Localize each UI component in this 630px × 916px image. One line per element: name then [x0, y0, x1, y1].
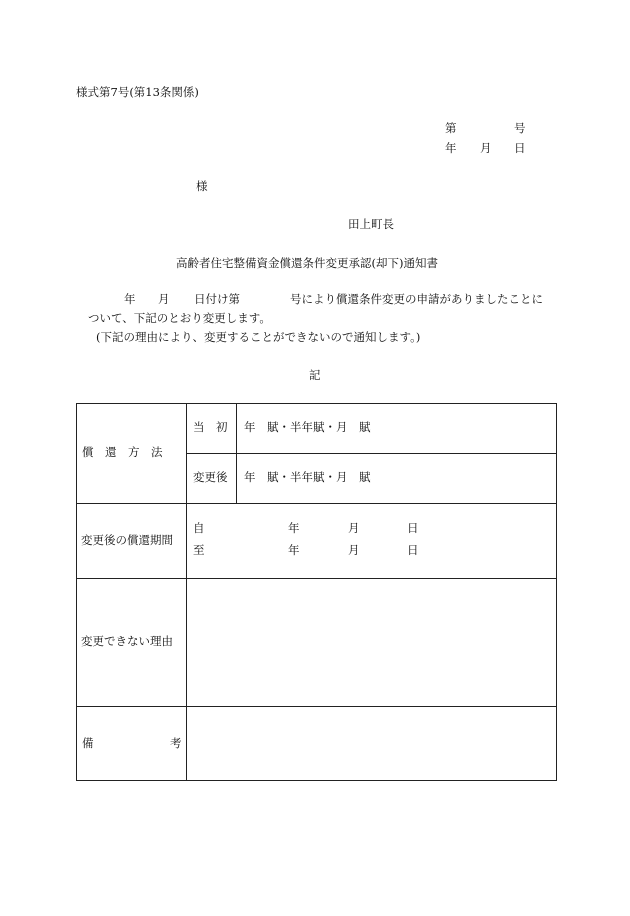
table-row-divider-1 — [76, 503, 557, 504]
period-from-label: 自 — [193, 521, 205, 535]
body-year: 年 — [124, 292, 136, 306]
document-number-suffix: 号 — [514, 121, 526, 135]
changed-value: 年 賦・半年賦・月 賦 — [244, 470, 371, 484]
body-line3: (下記の理由により、変更することができないので通知します。) — [96, 330, 421, 344]
table-row-divider-3 — [76, 706, 557, 707]
table-column-divider — [186, 403, 187, 781]
reason-input-area[interactable] — [188, 580, 555, 705]
period-from-month: 月 — [348, 521, 360, 535]
ki-marker: 記 — [309, 368, 321, 382]
date-month: 月 — [480, 141, 492, 155]
period-to-label: 至 — [193, 543, 205, 557]
reason-label: 変更できない理由 — [81, 634, 173, 648]
remarks-input-area[interactable] — [188, 708, 555, 779]
period-from-year: 年 — [288, 521, 300, 535]
changed-label: 変更後 — [193, 470, 228, 484]
remarks-label-right: 考 — [170, 736, 182, 750]
period-label: 変更後の償還期間 — [81, 533, 173, 547]
table-border-top — [76, 403, 557, 404]
remarks-label-left: 備 — [82, 736, 94, 750]
body-dated: 日付け第 — [194, 292, 240, 306]
date-year: 年 — [445, 141, 457, 155]
date-day: 日 — [514, 141, 526, 155]
addressee-honorific: 様 — [196, 179, 208, 193]
document-number-prefix: 第 — [445, 121, 457, 135]
initial-label: 当 初 — [193, 420, 228, 434]
period-to-year: 年 — [288, 543, 300, 557]
period-to-month: 月 — [348, 543, 360, 557]
document-title: 高齢者住宅整備資金償還条件変更承認(却下)通知書 — [176, 256, 438, 270]
period-to-day: 日 — [407, 543, 419, 557]
issuer: 田上町長 — [348, 217, 394, 231]
table-border-bottom — [76, 780, 557, 781]
body-month: 月 — [158, 292, 170, 306]
repayment-method-label: 償 還 方 法 — [82, 445, 163, 459]
body-line1-rest: 号により償還条件変更の申請がありましたことに — [290, 292, 543, 306]
table-row-divider-2 — [76, 578, 557, 579]
body-line2: ついて、下記のとおり変更します。 — [88, 311, 271, 325]
table-border-left — [76, 403, 77, 781]
table-border-right — [556, 403, 557, 781]
form-label: 様式第7号(第13条関係) — [76, 85, 199, 99]
table-subrow-divider — [186, 453, 557, 454]
initial-value: 年 賦・半年賦・月 賦 — [244, 420, 371, 434]
period-from-day: 日 — [407, 521, 419, 535]
